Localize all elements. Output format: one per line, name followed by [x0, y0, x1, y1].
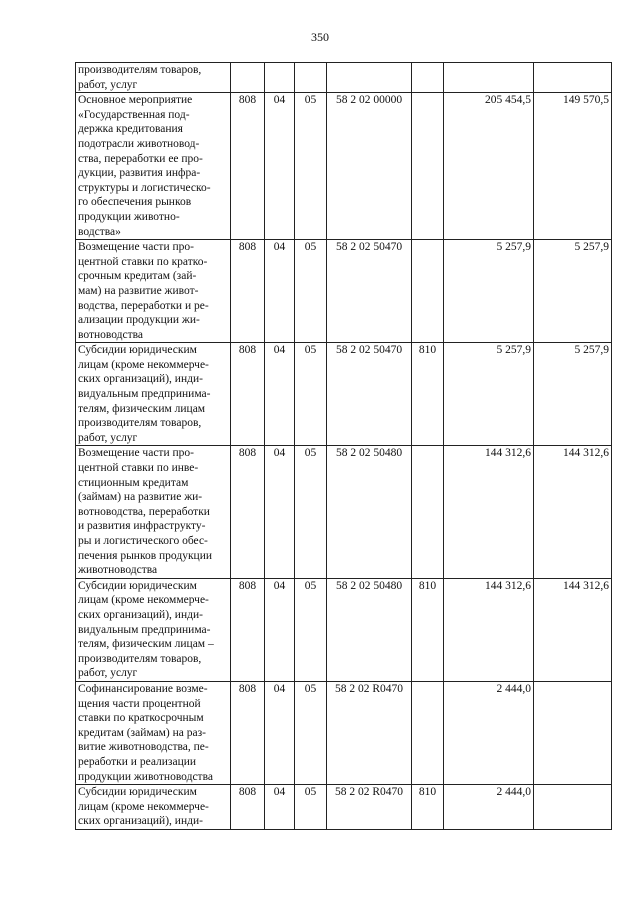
amount-year1-cell: 5 257,9: [444, 343, 534, 446]
row-name-cell: производителям товаров, работ, услуг: [76, 63, 231, 93]
amount-year1-cell: 144 312,6: [444, 446, 534, 578]
expense-type-cell: [412, 63, 444, 93]
expense-type-cell: 810: [412, 578, 444, 681]
row-name-cell: Возмещение части про- центной ставки по инве- стиционным кредитам (займам) на развитие жи- вотноводства, переработки и развития инфраструкту- ры и логистического обес- печения рынков продукции животноводства: [76, 446, 231, 578]
target-article-cell: 58 2 02 R0470: [327, 785, 412, 830]
expense-type-cell: [412, 240, 444, 343]
table-row: [76, 93, 612, 240]
amount-year1-cell: [444, 63, 534, 93]
budget-table-body: [76, 63, 612, 830]
table-row: [76, 63, 612, 93]
section-code-cell: 04: [265, 785, 295, 830]
subsection-code-cell: 05: [295, 446, 327, 578]
amount-year2-cell: 5 257,9: [534, 343, 612, 446]
amount-year1-cell: 144 312,6: [444, 578, 534, 681]
amount-year1-cell: 205 454,5: [444, 93, 534, 240]
amount-year2-cell: 5 257,9: [534, 240, 612, 343]
ministry-code-cell: 808: [231, 240, 265, 343]
row-name-cell: Софинансирование возме- щения части процентной ставки по краткосрочным кредитам (займам) на раз- витие животноводства, пе- реработки и реализации продукции животноводства: [76, 681, 231, 784]
amount-year2-cell: 149 570,5: [534, 93, 612, 240]
amount-year1-cell: 2 444,0: [444, 681, 534, 784]
ministry-code-cell: 808: [231, 93, 265, 240]
section-code-cell: 04: [265, 446, 295, 578]
table-row: [76, 578, 612, 681]
subsection-code-cell: 05: [295, 240, 327, 343]
subsection-code-cell: 05: [295, 343, 327, 446]
section-code-cell: 04: [265, 343, 295, 446]
expense-type-cell: 810: [412, 343, 444, 446]
amount-year2-cell: 144 312,6: [534, 446, 612, 578]
table-row: [76, 681, 612, 784]
table-row: [76, 240, 612, 343]
ministry-code-cell: 808: [231, 785, 265, 830]
amount-year2-cell: [534, 63, 612, 93]
section-code-cell: 04: [265, 240, 295, 343]
amount-year1-cell: 2 444,0: [444, 785, 534, 830]
subsection-code-cell: 05: [295, 681, 327, 784]
row-name-cell: Субсидии юридическим лицам (кроме некоммерче- ских организаций), инди- видуальным предпринима- телям, физическим лицам производителям товаров, работ, услуг: [76, 343, 231, 446]
amount-year2-cell: [534, 785, 612, 830]
row-name-cell: Субсидии юридическим лицам (кроме некоммерче- ских организаций), инди- видуальным предпринима- телям, физическим лицам – производителям товаров, работ, услуг: [76, 578, 231, 681]
section-code-cell: 04: [265, 93, 295, 240]
amount-year2-cell: 144 312,6: [534, 578, 612, 681]
subsection-code-cell: 05: [295, 578, 327, 681]
ministry-code-cell: 808: [231, 681, 265, 784]
amount-year2-cell: [534, 681, 612, 784]
subsection-code-cell: [295, 63, 327, 93]
row-name-cell: Возмещение части про- центной ставки по кратко- срочным кредитам (зай- мам) на развитие живот- водства, переработки и ре- ализации продукции жи- вотноводства: [76, 240, 231, 343]
expense-type-cell: 810: [412, 785, 444, 830]
row-name-cell: Основное мероприятие «Государственная под- держка кредитования подотрасли животновод- ства, переработки ее про- дукции, развития инфра- структуры и логистическо- го обеспечения рынков продукции животно- водства»: [76, 93, 231, 240]
target-article-cell: 58 2 02 00000: [327, 93, 412, 240]
subsection-code-cell: 05: [295, 785, 327, 830]
table-row: [76, 785, 612, 830]
page-number: 350: [311, 30, 329, 44]
table-row: [76, 446, 612, 578]
target-article-cell: 58 2 02 R0470: [327, 681, 412, 784]
expense-type-cell: [412, 93, 444, 240]
section-code-cell: [265, 63, 295, 93]
amount-year1-cell: 5 257,9: [444, 240, 534, 343]
target-article-cell: 58 2 02 50480: [327, 446, 412, 578]
subsection-code-cell: 05: [295, 93, 327, 240]
expense-type-cell: [412, 681, 444, 784]
row-name-cell: Субсидии юридическим лицам (кроме некоммерче- ских организаций), инди-: [76, 785, 231, 830]
table-row: [76, 343, 612, 446]
budget-table: [75, 62, 612, 830]
expense-type-cell: [412, 446, 444, 578]
target-article-cell: 58 2 02 50470: [327, 343, 412, 446]
ministry-code-cell: 808: [231, 446, 265, 578]
section-code-cell: 04: [265, 578, 295, 681]
ministry-code-cell: 808: [231, 343, 265, 446]
ministry-code-cell: 808: [231, 578, 265, 681]
target-article-cell: 58 2 02 50480: [327, 578, 412, 681]
section-code-cell: 04: [265, 681, 295, 784]
target-article-cell: 58 2 02 50470: [327, 240, 412, 343]
ministry-code-cell: [231, 63, 265, 93]
target-article-cell: [327, 63, 412, 93]
